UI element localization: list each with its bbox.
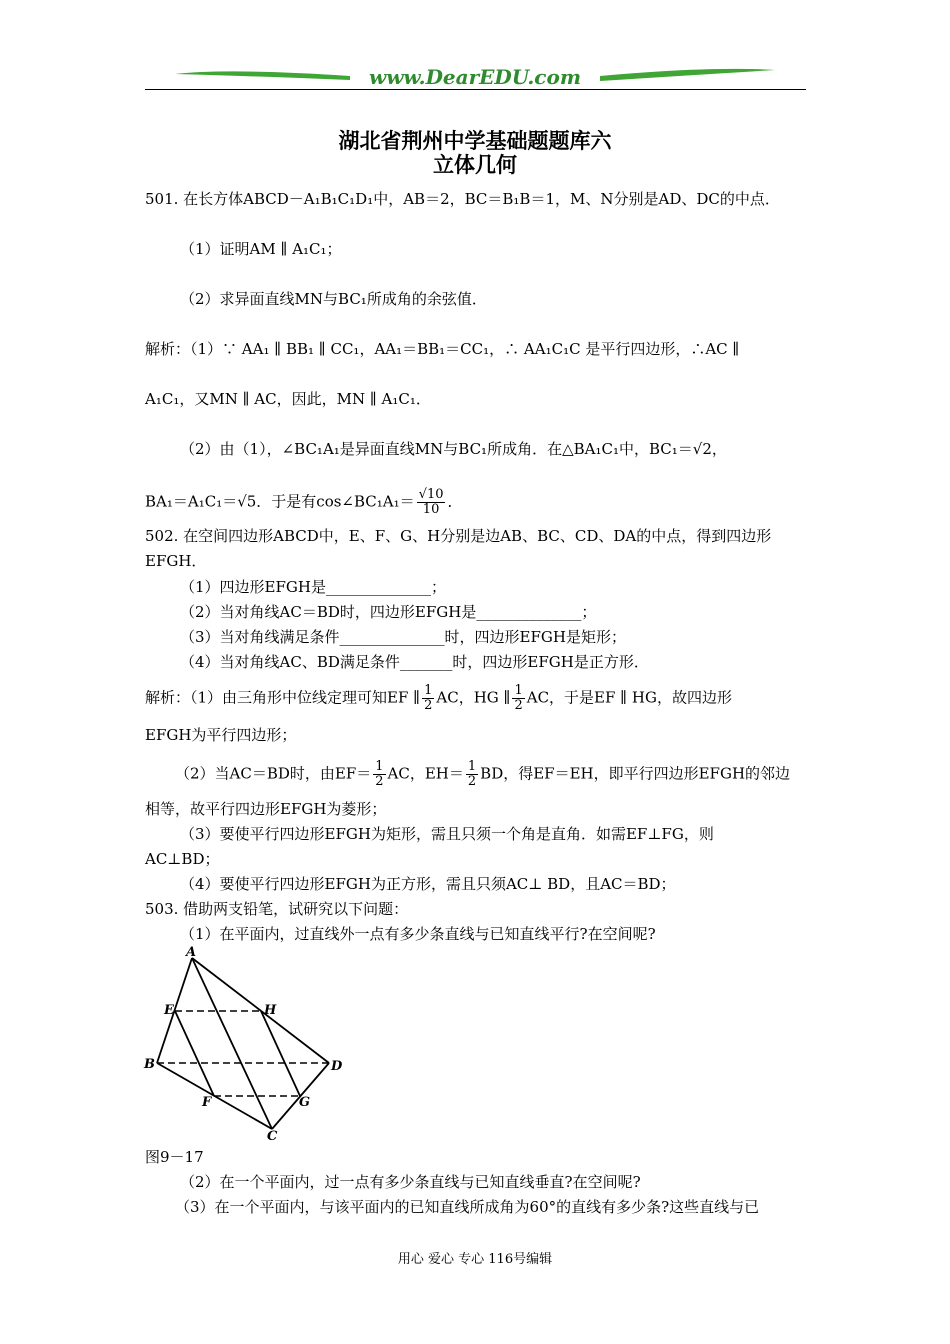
fraction-denominator: 2	[424, 698, 433, 713]
label-h: H	[264, 1003, 277, 1018]
figure-diagram	[140, 944, 350, 1144]
label-f: F	[202, 1095, 212, 1110]
text-line: （2）由（1），∠BC₁A₁是异面直线MN与BC₁所成角．在△BA₁C₁中，BC₁＝√2，	[180, 440, 727, 458]
fraction-denominator: 2	[467, 774, 477, 789]
logo-swoosh-icon	[170, 62, 780, 92]
text-line: 501. 在长方体ABCD－A₁B₁C₁D₁中，AB＝2，BC＝B₁B＝1，M、N分别是AD、DC的中点．	[145, 190, 780, 208]
text-segment: （2）当AC＝BD时，由EF＝	[175, 764, 372, 783]
figure-quadrilateral	[140, 944, 350, 1144]
label-c: C	[267, 1129, 278, 1144]
figure-caption: 图9－17	[145, 1148, 204, 1166]
text-segment: AC，EH＝	[387, 764, 464, 783]
text-line: AC⊥BD；	[145, 850, 220, 868]
text-segment: 解析：（1）由三角形中位线定理可知EF ∥	[145, 688, 421, 707]
fraction	[466, 760, 478, 789]
text-line: （1）在平面内，过直线外一点有多少条直线与已知直线平行?在空间呢?	[180, 925, 656, 943]
text-line: （2）当对角线AC＝BD时，四边形EFGH是______________；	[180, 603, 597, 621]
text-line: （4）要使平行四边形EFGH为正方形，需且只须AC⊥ BD，且AC＝BD；	[180, 875, 676, 893]
label-d: D	[331, 1059, 343, 1074]
fraction-numerator: 1	[514, 683, 523, 698]
text-line: （3）当对角线满足条件______________时，四边形EFGH是矩形；	[180, 628, 626, 646]
page-title: 湖北省荆州中学基础题题库六	[338, 129, 612, 153]
label-a: A	[186, 945, 197, 960]
text-line: （4）当对角线AC、BD满足条件_______时，四边形EFGH是正方形．	[180, 653, 649, 671]
label-e: E	[164, 1003, 174, 1018]
text-line: 502. 在空间四边形ABCD中，E、F、G、H分别是边AB、BC、CD、DA的中点，得到四边形	[145, 527, 772, 545]
solution-line	[145, 684, 732, 713]
text-segment: AC，HG ∥	[436, 688, 511, 707]
text-line: EFGH为平行四边形；	[145, 726, 297, 744]
text-line: 503. 借助两支铅笔，试研究以下问题：	[145, 900, 409, 918]
text-line: （1）证明AM ∥ A₁C₁；	[180, 240, 342, 258]
fraction-denominator: 2	[375, 774, 384, 789]
header-logo	[170, 62, 780, 92]
fraction	[422, 684, 434, 713]
text-segment: ．	[447, 492, 463, 511]
text-segment: BD，得EF＝EH，即平行四边形EFGH的邻边	[480, 764, 791, 783]
fraction-denominator: 2	[514, 698, 523, 713]
fraction-denominator: 10	[422, 502, 440, 517]
logo-text: www.DearEDU.com	[368, 65, 582, 89]
solution-line: 解析：（1）∵ AA₁ ∥ BB₁ ∥ CC₁，AA₁＝BB₁＝CC₁，∴ AA₁C₁C 是平行四边形，∴AC ∥	[145, 340, 740, 358]
text-line: （3）在一个平面内，与该平面内的已知直线所成角为60°的直线有多少条?这些直线与已	[175, 1198, 760, 1216]
fraction-numerator: 1	[424, 683, 433, 698]
text-line: EFGH．	[145, 552, 207, 570]
fraction-numerator: √10	[418, 487, 444, 502]
text-line: （1）四边形EFGH是______________；	[180, 578, 446, 596]
page-subtitle: 立体几何	[433, 153, 517, 177]
fraction-numerator: 1	[467, 759, 477, 774]
segment-ef	[175, 1011, 214, 1096]
page-footer: 用心 爱心 专心 116号编辑	[397, 1252, 553, 1267]
text-line: A₁C₁，又MN ∥ AC，因此，MN ∥ A₁C₁．	[145, 390, 431, 408]
text-line: （2）求异面直线MN与BC₁所成角的余弦值．	[180, 290, 487, 308]
fraction	[417, 488, 446, 517]
fraction-numerator: 1	[375, 759, 384, 774]
text-line: （2）在一个平面内，过一点有多少条直线与已知直线垂直?在空间呢?	[180, 1173, 641, 1191]
text-line	[145, 488, 463, 517]
text-line	[175, 760, 790, 789]
header-rule	[145, 89, 806, 90]
label-g: G	[299, 1095, 311, 1110]
segment-hg	[261, 1011, 300, 1096]
fraction	[373, 760, 385, 789]
text-line: 相等，故平行四边形EFGH为菱形；	[145, 800, 387, 818]
label-b: B	[144, 1057, 155, 1072]
fraction	[512, 684, 524, 713]
text-line: （3）要使平行四边形EFGH为矩形，需且只须一个角是直角．如需EF⊥FG，则	[180, 825, 714, 843]
text-segment: BA₁＝A₁C₁＝√5．于是有cos∠BC₁A₁＝	[145, 492, 415, 511]
text-segment: AC，于是EF ∥ HG，故四边形	[526, 688, 732, 707]
